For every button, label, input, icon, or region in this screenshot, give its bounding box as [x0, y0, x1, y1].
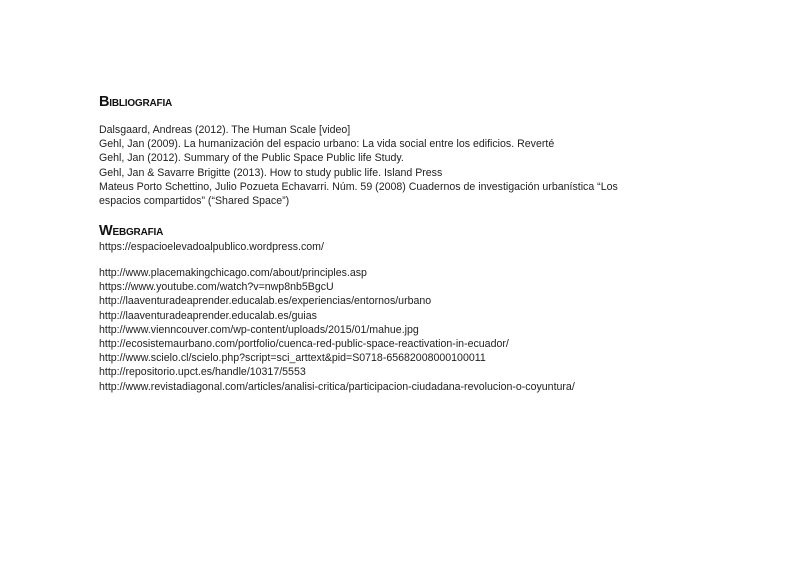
bibliography-entry: Gehl, Jan (2009). La humanización del espacio urbano: La vida social entre los edificios. Reverté [99, 138, 555, 151]
web-link[interactable]: http://laaventuradeaprender.educalab.es/guias [99, 309, 317, 322]
web-link[interactable]: http://www.scielo.cl/scielo.php?script=sci_arttext&pid=S0718-65682008000100011 [99, 352, 486, 365]
webgrafia-first-link-list [99, 240, 659, 254]
webgrafia-link-list [99, 266, 659, 394]
bibliography-entry: Mateus Porto Schettino, Julio Pozueta Echavarri. Núm. 59 (2008) Cuadernos de investigación urbanística “Los espacios compartidos” (“Shared Space”) [99, 180, 618, 208]
web-link[interactable]: https://espacioelevadoalpublico.wordpress.com/ [99, 241, 324, 253]
web-link[interactable]: http://laaventuradeaprender.educalab.es/experiencias/entornos/urbano [99, 295, 432, 308]
web-link[interactable]: http://www.revistadiagonal.com/articles/analisi-critica/participacion-ciudadana-revolucion-o-coyuntura/ [99, 380, 575, 393]
web-link[interactable]: http://www.placemakingchicago.com/about/principles.asp [99, 267, 367, 279]
bibliography-entry: Gehl, Jan (2012). Summary of the Public Space Public life Study. [99, 152, 404, 165]
web-link[interactable]: https://www.youtube.com/watch?v=nwp8nb5BgcU [99, 281, 334, 294]
bibliografia-list [99, 123, 659, 208]
bibliografia-heading: Bibliografia [99, 94, 173, 110]
web-link[interactable]: http://www.vienncouver.com/wp-content/uploads/2015/01/mahue.jpg [99, 323, 419, 336]
web-link[interactable]: http://repositorio.upct.es/handle/10317/5553 [99, 366, 306, 379]
bibliography-entry: Dalsgaard, Andreas (2012). The Human Scale [video] [99, 124, 351, 136]
bibliography-entry: Gehl, Jan & Savarre Brigitte (2013). How to study public life. Island Press [99, 166, 443, 179]
web-link[interactable]: http://ecosistemaurbano.com/portfolio/cuenca-red-public-space-reactivation-in-ecuador/ [99, 338, 509, 351]
webgrafia-heading: Webgrafia [99, 223, 164, 239]
